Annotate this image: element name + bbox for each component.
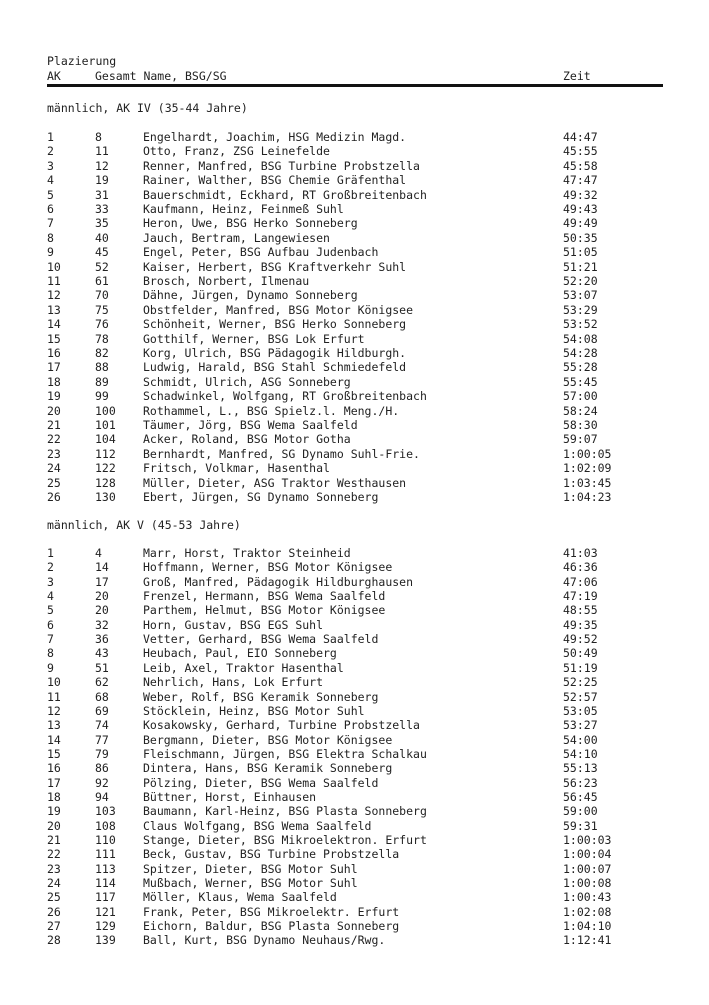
ak-rank: 8 [47,646,54,661]
name-club: Bergmann, Dieter, BSG Motor Königsee [143,732,393,747]
overall-rank: 40 [95,230,109,245]
time: 41:03 [563,546,598,560]
table-row [0,303,709,317]
ak-rank: 3 [47,158,54,173]
time: 52:57 [563,689,598,704]
ak-rank: 21 [47,418,61,432]
name-club: Schönheit, Werner, BSG Herko Sonneberg [143,317,407,332]
ak-rank: 22 [47,847,61,862]
ak-rank: 24 [47,876,61,891]
table-row [0,245,709,259]
table-row [0,661,709,675]
name-club: Heron, Uwe, BSG Herko Sonneberg [143,216,358,231]
table-row [0,432,709,446]
table-row [0,632,709,646]
time: 44:47 [563,130,598,144]
table-row [0,618,709,632]
name-club: Ludwig, Harald, BSG Stahl Schmiedefeld [143,360,407,375]
ak-rank: 18 [47,374,61,389]
name-club: Gotthilf, Werner, BSG Lok Erfurt [143,331,365,346]
table-row [0,476,709,490]
header-gesamt-name: Gesamt Name, BSG/SG [95,69,227,83]
table-row [0,389,709,403]
overall-rank: 36 [95,632,109,647]
overall-rank: 86 [95,761,109,776]
table-row [0,704,709,718]
ak-rank: 17 [47,775,61,790]
overall-rank: 33 [95,202,109,216]
ak-rank: 22 [47,432,61,447]
overall-rank: 139 [95,933,116,948]
time: 1:00:03 [563,833,612,847]
section-title-ak-v: männlich, AK V (45-53 Jahre) [47,518,241,532]
name-club: Groß, Manfred, Pädagogik Hildburghausen [143,574,414,589]
ak-rank: 7 [47,632,54,647]
time: 1:00:08 [563,876,612,891]
name-club: Marr, Horst, Traktor Steinheid [143,546,351,560]
name-club: Kaiser, Herbert, BSG Kraftverkehr Suhl [143,259,407,274]
ak-rank: 26 [47,490,61,504]
ak-rank: 21 [47,833,61,847]
table-row [0,317,709,331]
time: 1:00:04 [563,847,612,862]
header-rule [47,84,663,87]
name-club: Weber, Rolf, BSG Keramik Sonneberg [143,689,379,704]
time: 54:00 [563,732,598,747]
table-row [0,747,709,761]
overall-rank: 76 [95,317,109,332]
ak-rank: 9 [47,245,54,260]
name-club: Spitzer, Dieter, BSG Motor Suhl [143,861,358,876]
time: 49:52 [563,632,598,647]
ak-rank: 6 [47,202,54,216]
table-row [0,790,709,804]
time: 47:06 [563,574,598,589]
table-row [0,332,709,346]
ak-rank: 8 [47,230,54,245]
name-club: Brosch, Norbert, Ilmenau [143,274,310,288]
time: 45:55 [563,144,598,159]
name-club: Pölzing, Dieter, BSG Wema Saalfeld [143,775,379,790]
name-club: Möller, Klaus, Wema Saalfeld [143,890,337,905]
time: 58:24 [563,403,598,418]
time: 47:19 [563,589,598,604]
overall-rank: 114 [95,876,116,891]
table-row [0,560,709,574]
ak-rank: 4 [47,173,54,188]
overall-rank: 14 [95,560,109,575]
ak-rank: 4 [47,589,54,604]
overall-rank: 74 [95,718,109,733]
ak-rank: 11 [47,274,61,288]
overall-rank: 88 [95,360,109,375]
time: 59:31 [563,818,598,833]
overall-rank: 82 [95,346,109,360]
name-club: Mußbach, Werner, BSG Motor Suhl [143,876,358,891]
time: 54:10 [563,746,598,761]
table-row [0,188,709,202]
name-club: Frenzel, Hermann, BSG Wema Saalfeld [143,589,386,604]
time: 50:49 [563,646,598,661]
table-row [0,646,709,660]
time: 52:20 [563,274,598,288]
overall-rank: 89 [95,374,109,389]
table-row [0,360,709,374]
table-row [0,919,709,933]
overall-rank: 19 [95,173,109,188]
ak-rank: 13 [47,718,61,733]
overall-rank: 100 [95,403,116,418]
ak-rank: 15 [47,331,61,346]
overall-rank: 99 [95,389,109,404]
overall-rank: 43 [95,646,109,661]
time: 53:27 [563,718,598,733]
table-row [0,675,709,689]
overall-rank: 122 [95,461,116,476]
ak-rank: 2 [47,144,54,159]
name-club: Stöcklein, Heinz, BSG Motor Suhl [143,703,365,718]
ak-rank: 18 [47,789,61,804]
time: 1:04:10 [563,919,612,934]
time: 57:00 [563,389,598,404]
overall-rank: 117 [95,890,116,905]
time: 53:07 [563,288,598,303]
ak-rank: 10 [47,259,61,274]
overall-rank: 113 [95,861,116,876]
ak-rank: 14 [47,317,61,332]
overall-rank: 112 [95,446,116,461]
name-club: Rainer, Walther, BSG Chemie Gräfenthal [143,173,407,188]
overall-rank: 101 [95,418,116,432]
ak-rank: 28 [47,933,61,948]
time: 1:12:41 [563,933,612,948]
table-row [0,718,709,732]
name-club: Heubach, Paul, EIO Sonneberg [143,646,337,661]
time: 1:02:08 [563,904,612,919]
table-row [0,159,709,173]
name-club: Baumann, Karl-Heinz, BSG Plasta Sonneberg [143,804,427,819]
name-club: Bernhardt, Manfred, SG Dynamo Suhl-Frie. [143,446,420,461]
table-row [0,819,709,833]
table-row [0,173,709,187]
table-row [0,375,709,389]
ak-rank: 5 [47,187,54,202]
table-row [0,847,709,861]
table-row [0,733,709,747]
table-row [0,418,709,432]
time: 1:02:09 [563,461,612,476]
table-row [0,761,709,775]
ak-rank: 20 [47,403,61,418]
name-club: Schmidt, Ulrich, ASG Sonneberg [143,374,351,389]
time: 56:23 [563,775,598,790]
overall-rank: 130 [95,490,116,504]
table-row [0,490,709,504]
ak-rank: 15 [47,746,61,761]
table-row [0,890,709,904]
name-club: Renner, Manfred, BSG Turbine Probstzella [143,158,420,173]
overall-rank: 104 [95,432,116,447]
time: 59:07 [563,432,598,447]
name-club: Nehrlich, Hans, Lok Erfurt [143,675,324,690]
overall-rank: 128 [95,475,116,490]
table-row [0,833,709,847]
name-club: Bauerschmidt, Eckhard, RT Großbreitenbach [143,187,427,202]
table-row [0,546,709,560]
table-row [0,447,709,461]
table-row [0,274,709,288]
overall-rank: 61 [95,274,109,288]
time: 55:13 [563,761,598,776]
time: 55:45 [563,374,598,389]
header-zeit: Zeit [563,69,591,83]
name-club: Claus Wolfgang, BSG Wema Saalfeld [143,818,372,833]
table-row [0,202,709,216]
overall-rank: 121 [95,904,116,919]
name-club: Fritsch, Volkmar, Hasenthal [143,461,330,476]
ak-rank: 10 [47,675,61,690]
name-club: Müller, Dieter, ASG Traktor Westhausen [143,475,407,490]
time: 54:08 [563,331,598,346]
overall-rank: 78 [95,331,109,346]
time: 56:45 [563,789,598,804]
time: 54:28 [563,346,598,360]
table-row [0,862,709,876]
table-row [0,404,709,418]
ak-rank: 26 [47,904,61,919]
overall-rank: 52 [95,259,109,274]
time: 58:30 [563,418,598,432]
ak-rank: 13 [47,302,61,317]
name-club: Eichorn, Baldur, BSG Plasta Sonneberg [143,919,400,934]
overall-rank: 68 [95,689,109,704]
ak-rank: 2 [47,560,54,575]
name-club: Engel, Peter, BSG Aufbau Judenbach [143,245,379,260]
name-club: Fleischmann, Jürgen, BSG Elektra Schalkau [143,746,427,761]
table-row [0,144,709,158]
overall-rank: 62 [95,675,109,690]
ak-rank: 25 [47,475,61,490]
ak-rank: 9 [47,660,54,675]
name-club: Büttner, Horst, Einhausen [143,789,317,804]
table-row [0,589,709,603]
time: 53:52 [563,317,598,332]
overall-rank: 111 [95,847,116,862]
ak-rank: 12 [47,288,61,303]
name-club: Beck, Gustav, BSG Turbine Probstzella [143,847,400,862]
time: 53:05 [563,703,598,718]
overall-rank: 70 [95,288,109,303]
time: 47:47 [563,173,598,188]
table-row [0,260,709,274]
header-plazierung: Plazierung [47,54,117,68]
name-club: Ebert, Jürgen, SG Dynamo Sonneberg [143,490,379,504]
ak-rank: 27 [47,919,61,934]
name-club: Engelhardt, Joachim, HSG Medizin Magd. [143,130,407,144]
section-title-ak-iv: männlich, AK IV (35-44 Jahre) [47,101,248,115]
overall-rank: 20 [95,603,109,618]
table-row [0,216,709,230]
ak-rank: 20 [47,818,61,833]
table-row [0,876,709,890]
ak-rank: 16 [47,761,61,776]
name-club: Kosakowsky, Gerhard, Turbine Probstzella [143,718,420,733]
ak-rank: 24 [47,461,61,476]
time: 48:55 [563,603,598,618]
name-club: Hoffmann, Werner, BSG Motor Königsee [143,560,393,575]
name-club: Kaufmann, Heinz, Feinmeß Suhl [143,202,344,216]
overall-rank: 31 [95,187,109,202]
table-row [0,905,709,919]
name-club: Schadwinkel, Wolfgang, RT Großbreitenbach [143,389,427,404]
time: 49:32 [563,187,598,202]
name-club: Dähne, Jürgen, Dynamo Sonneberg [143,288,358,303]
ak-rank: 7 [47,216,54,231]
time: 55:28 [563,360,598,375]
time: 1:00:43 [563,890,612,905]
ak-rank: 25 [47,890,61,905]
ak-rank: 11 [47,689,61,704]
overall-rank: 69 [95,703,109,718]
name-club: Rothammel, L., BSG Spielz.l. Meng./H. [143,403,400,418]
overall-rank: 45 [95,245,109,260]
table-row [0,690,709,704]
table-row [0,288,709,302]
overall-rank: 110 [95,833,116,847]
time: 52:25 [563,675,598,690]
overall-rank: 8 [95,130,102,144]
time: 50:35 [563,230,598,245]
overall-rank: 4 [95,546,102,560]
table-row [0,130,709,144]
time: 49:49 [563,216,598,231]
ak-rank: 1 [47,130,54,144]
time: 53:29 [563,302,598,317]
name-club: Vetter, Gerhard, BSG Wema Saalfeld [143,632,379,647]
time: 49:35 [563,617,598,632]
ak-rank: 14 [47,732,61,747]
overall-rank: 75 [95,302,109,317]
time: 51:19 [563,660,598,675]
table-row [0,231,709,245]
ak-rank: 19 [47,804,61,819]
overall-rank: 51 [95,660,109,675]
name-club: Frank, Peter, BSG Mikroelektr. Erfurt [143,904,400,919]
table-row [0,461,709,475]
time: 49:43 [563,202,598,216]
ak-rank: 17 [47,360,61,375]
table-row [0,776,709,790]
header-ak: AK [47,69,61,83]
ak-rank: 5 [47,603,54,618]
overall-rank: 20 [95,589,109,604]
table-row [0,933,709,947]
name-club: Dintera, Hans, BSG Keramik Sonneberg [143,761,393,776]
name-club: Otto, Franz, ZSG Leinefelde [143,144,330,159]
overall-rank: 103 [95,804,116,819]
table-row [0,603,709,617]
name-club: Horn, Gustav, BSG EGS Suhl [143,617,324,632]
overall-rank: 77 [95,732,109,747]
name-club: Korg, Ulrich, BSG Pädagogik Hildburgh. [143,346,407,360]
overall-rank: 79 [95,746,109,761]
name-club: Ball, Kurt, BSG Dynamo Neuhaus/Rwg. [143,933,386,948]
overall-rank: 35 [95,216,109,231]
ak-rank: 16 [47,346,61,360]
ak-rank: 23 [47,446,61,461]
overall-rank: 17 [95,574,109,589]
name-club: Obstfelder, Manfred, BSG Motor Königsee [143,302,414,317]
overall-rank: 108 [95,818,116,833]
overall-rank: 129 [95,919,116,934]
ak-rank: 23 [47,861,61,876]
time: 1:00:07 [563,861,612,876]
ak-rank: 1 [47,546,54,560]
overall-rank: 32 [95,617,109,632]
ak-rank: 19 [47,389,61,404]
table-row [0,346,709,360]
name-club: Leib, Axel, Traktor Hasenthal [143,660,344,675]
time: 45:58 [563,158,598,173]
name-club: Jauch, Bertram, Langewiesen [143,230,330,245]
ak-rank: 6 [47,617,54,632]
overall-rank: 11 [95,144,109,159]
time: 46:36 [563,560,598,575]
overall-rank: 12 [95,158,109,173]
name-club: Stange, Dieter, BSG Mikroelektron. Erfurt [143,833,427,847]
time: 59:00 [563,804,598,819]
overall-rank: 94 [95,789,109,804]
time: 51:21 [563,259,598,274]
table-row [0,804,709,818]
name-club: Parthem, Helmut, BSG Motor Königsee [143,603,386,618]
time: 1:03:45 [563,475,612,490]
time: 51:05 [563,245,598,260]
time: 1:04:23 [563,490,612,504]
table-row [0,575,709,589]
time: 1:00:05 [563,446,612,461]
ak-rank: 12 [47,703,61,718]
name-club: Acker, Roland, BSG Motor Gotha [143,432,351,447]
name-club: Täumer, Jörg, BSG Wema Saalfeld [143,418,358,432]
overall-rank: 92 [95,775,109,790]
ak-rank: 3 [47,574,54,589]
